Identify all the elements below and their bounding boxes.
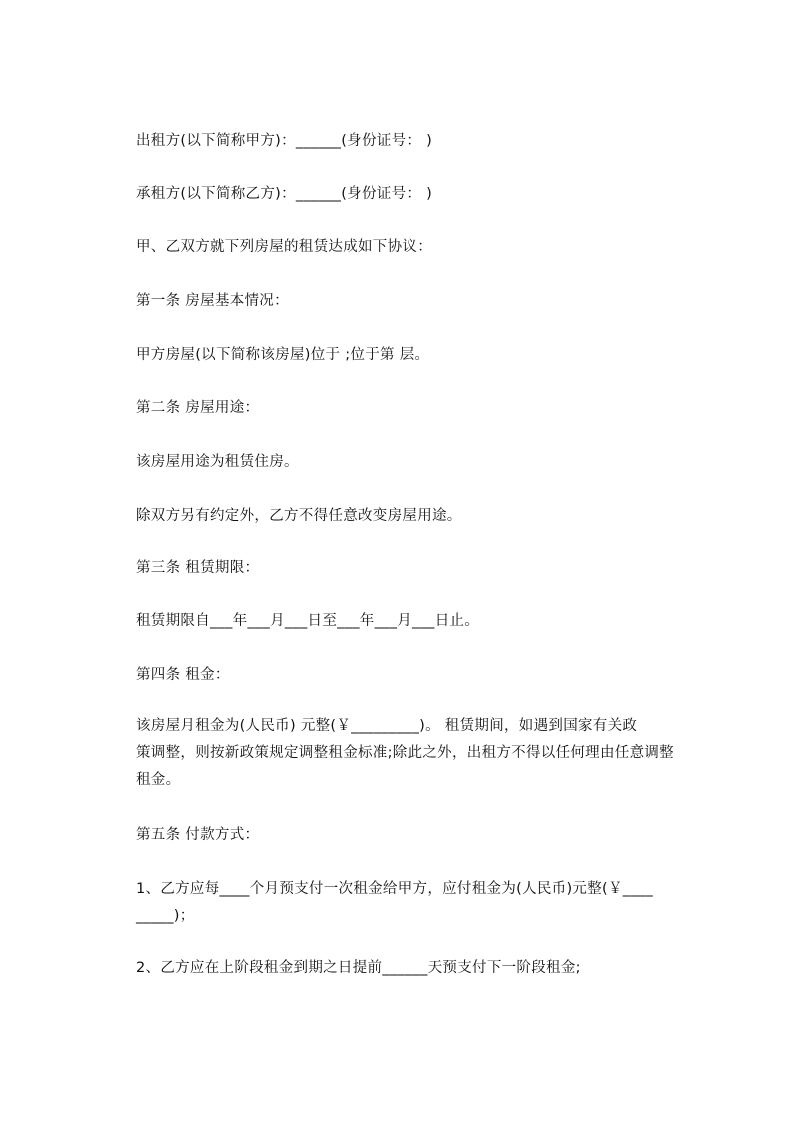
article-3-title: 第三条 租赁期限： xyxy=(136,560,260,576)
article-4-paragraph xyxy=(136,713,706,794)
article-5-title: 第五条 付款方式： xyxy=(136,827,260,843)
article-2-text-1: 该房屋用途为租赁住房。 xyxy=(136,454,299,470)
agreement-intro: 甲、乙双方就下列房屋的租赁达成如下协议： xyxy=(136,239,432,255)
article-2-text-2: 除双方另有约定外，乙方不得任意改变房屋用途。 xyxy=(136,508,462,524)
article-3-text: 租赁期限自___年___月___日至___年___月___日止。 xyxy=(136,613,480,629)
lessee-line: 承租方(以下简称乙方)：______(身份证号： ) xyxy=(136,186,433,202)
article-1-title: 第一条 房屋基本情况： xyxy=(136,293,289,309)
article-1-text: 甲方房屋(以下简称该房屋)位于 ;位于第 层。 xyxy=(136,347,430,363)
article-4-line-2: 策调整，则按新政策规定调整租金标准;除此之外，出租方不得以任何理由任意调整 xyxy=(136,745,674,761)
article-2-title: 第二条 房屋用途： xyxy=(136,400,260,416)
article-5-item-2: 2、乙方应在上阶段租金到期之日提前______天预支付下一阶段租金; xyxy=(136,960,581,976)
article-4-line-1: 该房屋月租金为(人民币) 元整(￥_________)。 租赁期间，如遇到国家有关政 xyxy=(136,718,638,734)
article-4-title: 第四条 租金： xyxy=(136,667,230,683)
article-5-item-1 xyxy=(136,876,706,930)
article-5-item-1-line-2: _____)； xyxy=(136,908,195,924)
lessor-line: 出租方(以下简称甲方)：______(身份证号： ) xyxy=(136,133,433,149)
article-5-item-1-line-1: 1、乙方应每____个月预支付一次租金给甲方，应付租金为(人民币)元整(￥____ xyxy=(136,881,653,897)
article-4-line-3: 租金。 xyxy=(136,772,181,788)
